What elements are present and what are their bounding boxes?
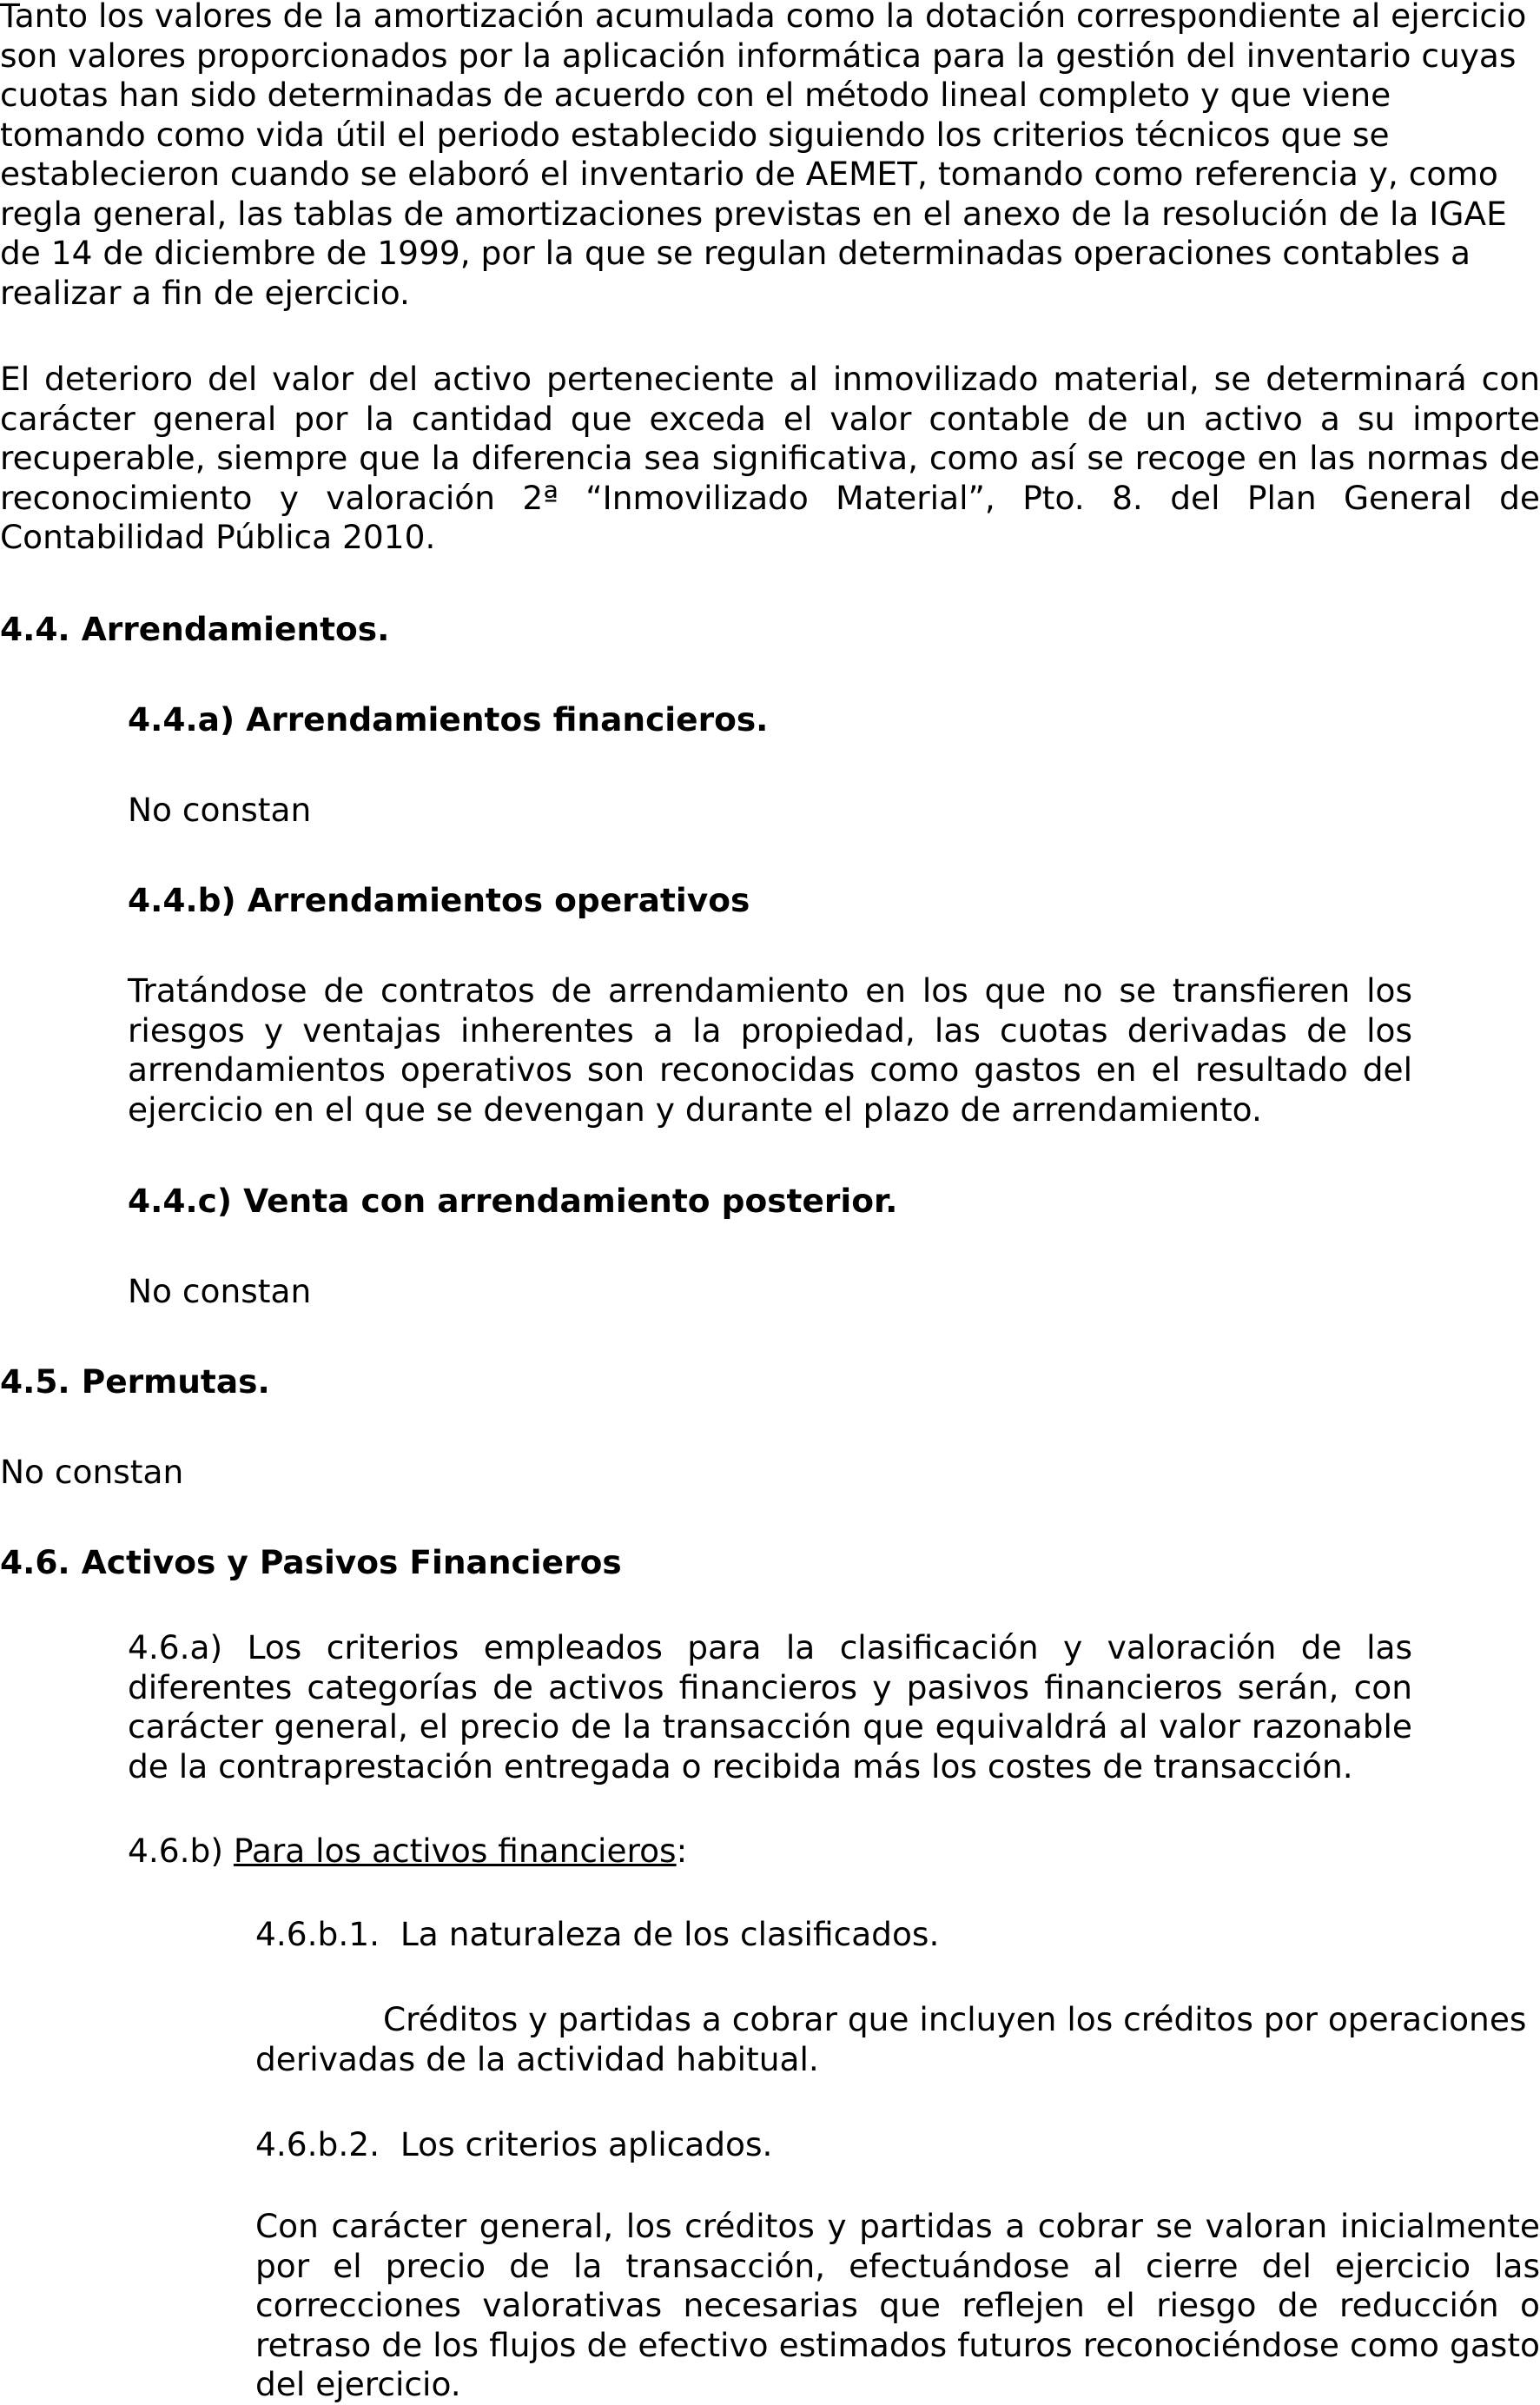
underlined-term: Para los activos financieros <box>233 1832 677 1870</box>
body-text: Con carácter general, los créditos y partidas a cobrar se valoran inicialmente por el precio de la transacción, efectuándose al cierre del ejercicio las correcciones valorativas necesarias que reflejen el riesgo de reducción o retraso de los flujos de efectivo estimados futuros reconociéndose como gasto del ejercicio. <box>255 2207 1540 2403</box>
heading-4-4-b <box>0 881 1540 921</box>
heading-4-6-b-1 <box>0 1915 1540 1955</box>
paragraph-deterioro <box>0 360 1540 558</box>
text-4-6-a <box>0 1628 1540 1786</box>
heading-4-6 <box>0 1543 1540 1583</box>
heading-4-4-c <box>0 1182 1540 1222</box>
heading-4-4 <box>0 610 1540 650</box>
section-heading: 4.5. Permutas. <box>0 1362 270 1401</box>
subsection-heading: 4.4.c) Venta con arrendamiento posterior. <box>128 1182 898 1220</box>
text-4-4-b <box>0 971 1540 1130</box>
body-text: No constan <box>128 791 312 829</box>
body-text: Créditos y partidas a cobrar que incluyen los créditos por operaciones derivadas de la actividad habitual. <box>255 2000 1527 2078</box>
body-text: No constan <box>128 1272 312 1310</box>
body-text: 4.6.a) Los criterios empleados para la clasificación y valoración de las diferentes categorías de activos financieros y pasivos financieros serán, con carácter general, el precio de la transacción que equivaldrá al valor razonable de la contraprestación entregada o recibida más los costes de transacción. <box>128 1628 1412 1786</box>
subsection-heading: 4.4.b) Arrendamientos operativos <box>128 881 750 919</box>
body-text: No constan <box>0 1453 184 1491</box>
text-4-6-b <box>0 1832 1540 1872</box>
paragraph-amortizacion <box>0 0 1540 313</box>
body-text: Tanto los valores de la amortización acumulada como la dotación correspondiente al ejercicio son valores proporcionados por la aplicación informática para la gestión del inventario cuyas cuotas han sido determinadas de acuerdo con el método lineal completo y que viene tomando como vida útil el periodo establecido siguiendo los criterios técnicos que se establecieron cuando se elaboró el inventario de AEMET, tomando como referencia y, como regla general, las tablas de amortizaciones previstas en el anexo de la resolución de la IGAE de 14 de diciembre de 1999, por la que se regulan determinadas operaciones contables a realizar a fin de ejercicio. <box>0 0 1527 312</box>
text-4-4-a <box>0 791 1540 831</box>
text-4-6-b-2 <box>0 2207 1540 2405</box>
text-4-5 <box>0 1453 1540 1493</box>
body-text <box>0 1832 1412 1872</box>
text-4-4-c <box>0 1272 1540 1312</box>
heading-4-4-a <box>0 700 1540 740</box>
text-4-6-b-1 <box>0 2000 1540 2079</box>
body-text: Tratándose de contratos de arrendamiento en los que no se transfieren los riesgos y ventajas inherentes a la propiedad, las cuotas derivadas de los arrendamientos operativos son reconocidas como gastos en el resultado del ejercicio en el que se devengan y durante el plazo de arrendamiento. <box>128 971 1412 1129</box>
section-heading: 4.6. Activos y Pasivos Financieros <box>0 1543 622 1581</box>
section-heading: 4.4. Arrendamientos. <box>0 610 390 648</box>
subitem-heading: 4.6.b.1. La naturaleza de los clasificados. <box>255 1915 940 1953</box>
item-suffix: : <box>676 1832 688 1870</box>
heading-4-5 <box>0 1362 1540 1402</box>
heading-4-6-b-2 <box>0 2125 1540 2165</box>
subitem-heading: 4.6.b.2. Los criterios aplicados. <box>255 2125 773 2163</box>
item-prefix: 4.6.b) <box>128 1832 234 1870</box>
body-text: El deterioro del valor del activo perteneciente al inmovilizado material, se determinará con carácter general por la cantidad que exceda el valor contable de un activo a su importe recuperable, siempre que la diferencia sea significativa, como así se recoge en las normas de reconocimiento y valoración 2ª “Inmovilizado Material”, Pto. 8. del Plan General de Contabilidad Pública 2010. <box>0 360 1540 556</box>
subsection-heading: 4.4.a) Arrendamientos financieros. <box>128 700 769 739</box>
